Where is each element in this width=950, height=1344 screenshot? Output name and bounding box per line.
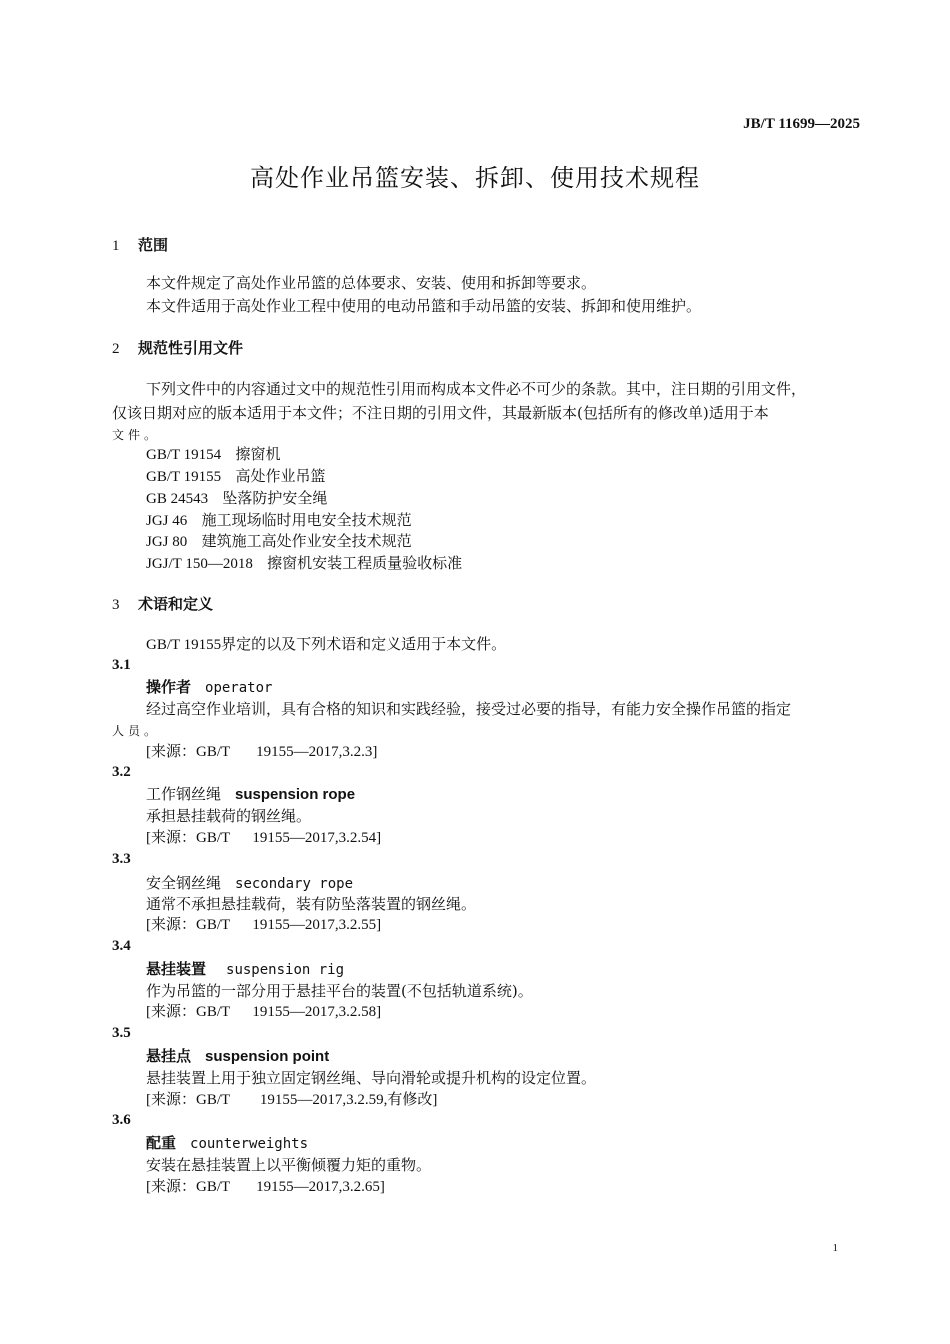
term-number: 3.2: [112, 764, 131, 780]
term-number: 3.1: [112, 657, 131, 673]
term-source: [来源：GB/T 19155—2017,3.2.54]: [146, 830, 382, 846]
term-en: counterweights: [190, 1136, 309, 1152]
reference-code: GB/T 19155: [146, 469, 222, 485]
reference-code: GB/T 19154: [146, 447, 222, 463]
reference-code: JGJ/T 150—2018: [146, 556, 253, 572]
reference-code: JGJ 80: [146, 534, 188, 550]
term-en: suspension point: [205, 1048, 330, 1065]
term-source: [来源：GB/T 19155—2017,3.2.55]: [146, 917, 382, 933]
term-heading: [146, 872, 353, 893]
term-number: 3.3: [112, 851, 131, 867]
section-title: 术语和定义: [138, 595, 214, 613]
reference-item: [146, 465, 325, 486]
term-number: 3.6: [112, 1112, 131, 1128]
paragraph: 本文件规定了高处作业吊篮的总体要求、安装、使用和拆卸等要求。: [146, 274, 597, 292]
reference-title: 高处作业吊篮: [235, 467, 326, 485]
reference-item: [146, 443, 280, 464]
reference-title: 擦窗机安装工程质量验收标准: [267, 554, 463, 572]
reference-title: 施工现场临时用电安全技术规范: [201, 511, 412, 529]
term-definition: 悬挂装置上用于独立固定钢丝绳、导向滑轮或提升机构的设定位置。: [146, 1069, 597, 1087]
term-number: 3.4: [112, 938, 131, 954]
term-zh: 悬挂点: [146, 1047, 192, 1065]
paragraph: GB/T 19155界定的以及下列术语和定义适用于本文件。: [146, 637, 507, 653]
term-source: [来源：GB/T 19155—2017,3.2.58]: [146, 1004, 382, 1020]
section-number: 3: [112, 597, 120, 613]
paragraph-line: 文件。: [112, 428, 161, 442]
reference-title: 建筑施工高处作业安全技术规范: [201, 532, 412, 550]
term-definition: 安装在悬挂装置上以平衡倾覆力矩的重物。: [146, 1156, 432, 1174]
section-2-heading: [112, 337, 243, 358]
section-title: 范围: [138, 236, 169, 254]
term-zh: 配重: [146, 1134, 177, 1152]
term-zh: 安全钢丝绳: [146, 874, 222, 892]
reference-item: [146, 552, 462, 573]
section-number: 2: [112, 341, 120, 357]
section-1-heading: [112, 234, 168, 255]
term-definition: 通常不承担悬挂载荷，装有防坠落装置的钢丝绳。: [146, 895, 477, 913]
term-heading: [146, 958, 344, 979]
term-heading: [146, 1045, 329, 1066]
term-definition: 承担悬挂载荷的钢丝绳。: [146, 807, 312, 825]
reference-code: JGJ 46: [146, 513, 188, 529]
reference-item: [146, 530, 412, 551]
term-definition: 人员。: [112, 724, 161, 738]
term-source: [来源：GB/T 19155—2017,3.2.65]: [146, 1179, 385, 1195]
paragraph-line: 仅该日期对应的版本适用于本文件；不注日期的引用文件，其最新版本(包括所有的修改单)适用于本: [112, 404, 769, 422]
reference-item: [146, 509, 412, 530]
section-number: 1: [112, 238, 120, 254]
reference-title: 坠落防护安全绳: [222, 489, 328, 507]
section-title: 规范性引用文件: [138, 339, 244, 357]
term-zh: 操作者: [146, 678, 192, 696]
page-number: 1: [832, 1242, 838, 1254]
term-source: [来源：GB/T 19155—2017,3.2.59,有修改]: [146, 1092, 438, 1108]
term-en: secondary rope: [235, 876, 354, 892]
paragraph: 本文件适用于高处作业工程中使用的电动吊篮和手动吊篮的安装、拆卸和使用维护。: [146, 297, 702, 315]
term-en: operator: [205, 680, 273, 696]
reference-code: GB 24543: [146, 491, 209, 507]
reference-item: [146, 487, 327, 508]
term-definition: 经过高空作业培训，具有合格的知识和实践经验，接受过必要的指导，有能力安全操作吊篮的指定: [146, 700, 792, 718]
term-zh: 工作钢丝绳: [146, 785, 222, 803]
term-definition: 作为吊篮的一部分用于悬挂平台的装置(不包括轨道系统)。: [146, 982, 533, 1000]
paragraph-line: 下列文件中的内容通过文中的规范性引用而构成本文件必不可少的条款。其中，注日期的引用文件，: [146, 380, 807, 398]
term-source: [来源：GB/T 19155—2017,3.2.3]: [146, 744, 378, 760]
term-en: suspension rig: [226, 962, 345, 978]
section-3-heading: [112, 593, 213, 614]
term-zh: 悬挂装置: [146, 960, 207, 978]
term-number: 3.5: [112, 1025, 131, 1041]
term-en: suspension rope: [235, 786, 356, 803]
document-number: JB/T 11699—2025: [743, 116, 860, 132]
page-title: 高处作业吊篮安装、拆卸、使用技术规程: [250, 164, 700, 192]
reference-title: 擦窗机: [235, 445, 281, 463]
term-heading: [146, 676, 272, 697]
term-heading: [146, 1132, 308, 1153]
term-heading: [146, 783, 355, 804]
